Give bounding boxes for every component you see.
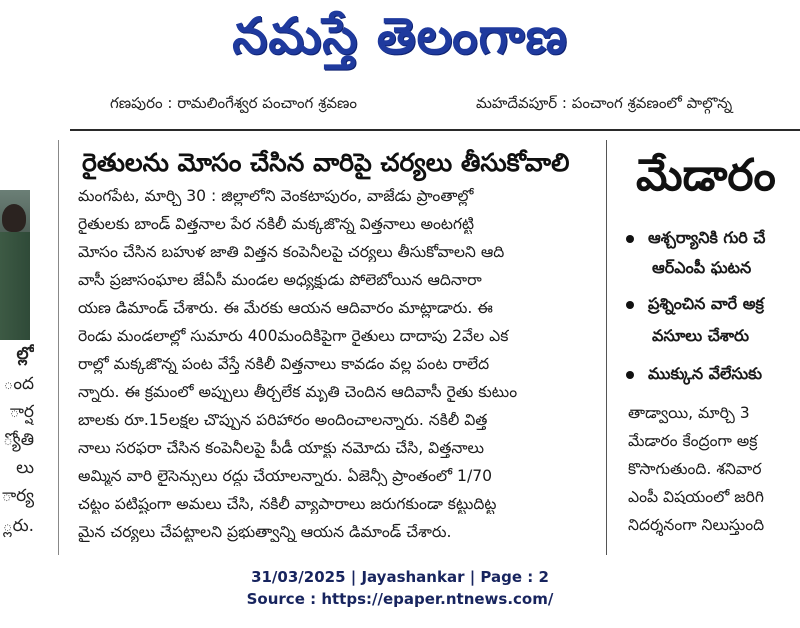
footer-source-line: Source : https://epaper.ntnews.com/ — [246, 590, 554, 608]
right-article-line: ఎంపీ విషయంలో జరిగి — [628, 488, 764, 506]
article-line: మోసం చేసిన బహుళ జాతి విత్తన కంపెనీలపై చర్యలు తీసుకోవాలని ఆది — [78, 243, 505, 261]
article-line: నాలు సరఫరా చేసిన కంపెనీలపై పీడీ యాక్టు నమోదు చేసి, విత్తనాలు — [78, 439, 484, 457]
article-line: యణ డిమాండ్ చేశారు. ఈ మేరకు ఆయన ఆదివారం మాట్లాడారు. ఈ — [78, 299, 493, 317]
masthead — [0, 0, 800, 84]
bullet-text: ఆశ్చర్యానికి గురి చే — [648, 228, 766, 247]
right-article-line: నిదర్శనంగా నిలుస్తుంది — [628, 516, 765, 534]
left-line: ార్య — [1, 486, 34, 506]
right-article-bullets — [626, 224, 800, 394]
article-line: అమ్మిన వారి లైసెన్సులు రద్దు చేయాలన్నారు. ఏజెన్సీ ప్రాంతంలో 1/70 — [78, 467, 493, 485]
article-line: వాసీ ప్రజాసంఘాల జేఏసీ మండల అధ్యక్షుడు పోలెబోయిన ఆదినారా — [78, 271, 482, 289]
bullet-continuation — [626, 258, 751, 281]
left-cropped-column — [0, 344, 34, 559]
cropped-photo — [0, 190, 30, 340]
right-article-line: కొసాగుతుంది. శనివార — [628, 460, 762, 478]
bullet-dot-icon — [626, 235, 634, 243]
photo-person-body — [0, 232, 30, 340]
bullet-item — [626, 228, 765, 251]
right-article-headline: మేడారం — [636, 150, 776, 201]
article-line: మంగపేట, మార్చి 30 : జిల్లాలోని వెంకటాపురం, వాజేడు ప్రాంతాల్లో — [78, 187, 474, 205]
column-divider-right — [606, 140, 607, 555]
newspaper-title: నమస్తే తెలంగాణ — [232, 6, 568, 65]
footer — [0, 566, 800, 610]
column-divider-left — [58, 140, 59, 555]
left-line: లు — [16, 458, 34, 478]
bullet-dot-icon — [626, 371, 634, 379]
article-line: న్నారు. ఈ క్రమంలో అప్పులు తీర్చలేక మృతి చెందిన ఆదివాసీ రైతు కుటుం — [78, 383, 518, 401]
left-line: ంద — [3, 374, 34, 394]
article-body — [78, 186, 602, 556]
bullet-item — [626, 364, 762, 387]
article-line: రైతులకు బాండ్ విత్తనాల పేర నకిలీ మక్కజొన్న విత్తనాలు అంటగట్టి — [78, 215, 475, 233]
article-line: రాల్లో మక్కజొన్న పంట వేస్తే నకిలీ విత్తనాలు కావడం వల్ల పంట రాలేద — [78, 355, 490, 373]
bullet-text: ఆర్‌ఎంపీ ఘటన — [652, 258, 752, 277]
left-line: ల్లో — [16, 344, 34, 364]
left-line: ్లరు. — [2, 516, 34, 536]
cut-caption-right: మహదేవపూర్ : పంచాంగ శ్రవణంలో పాల్గొన్న — [476, 94, 733, 112]
article-line: రెండు మండలాల్లో సుమారు 400మందికిపైగా రైతులు దాదాపు 2వేల ఎక — [78, 327, 509, 345]
left-line: ార్ష — [9, 402, 34, 422]
photo-person-head — [2, 204, 26, 232]
bullet-text: ముక్కున వేలేసుకు — [648, 364, 763, 383]
left-line: ్యోతి — [3, 430, 34, 450]
right-article-line: తాడ్వాయి, మార్చి 3 — [628, 404, 750, 422]
article-headline: రైతులను మోసం చేసిన వారిపై చర్యలు తీసుకోవాలి — [82, 148, 570, 177]
cut-caption-line — [78, 92, 800, 114]
bullet-dot-icon — [626, 301, 634, 309]
bullet-text: ప్రశ్నించిన వారే అక్ర — [648, 294, 764, 313]
article-line: మైన చర్యలు చేపట్టాలని ప్రభుత్వాన్ని ఆయన డిమాండ్ చేశారు. — [78, 523, 452, 541]
right-article-body — [628, 404, 800, 554]
right-article-line: మేడారం కేంద్రంగా అక్ర — [628, 432, 758, 450]
cut-caption-left: గణపురం : రామలింగేశ్వర పంచాంగ శ్రవణం — [110, 94, 357, 112]
footer-date-line: 31/03/2025 | Jayashankar | Page : 2 — [251, 568, 549, 586]
bullet-item — [626, 294, 764, 317]
bullet-text: వసూలు చేశారు — [652, 326, 750, 345]
article-line: చట్టం పటిష్టంగా అమలు చేసి, నకిలీ వ్యాపారాలు జరుగకుండా కట్టుదిట్ట — [78, 495, 497, 513]
article-line: బాలకు రూ.15లక్షల చొప్పున పరిహారం అందించాలన్నారు. నకిలీ విత్త — [78, 411, 488, 429]
top-rule — [70, 129, 800, 131]
bullet-continuation — [626, 326, 749, 349]
